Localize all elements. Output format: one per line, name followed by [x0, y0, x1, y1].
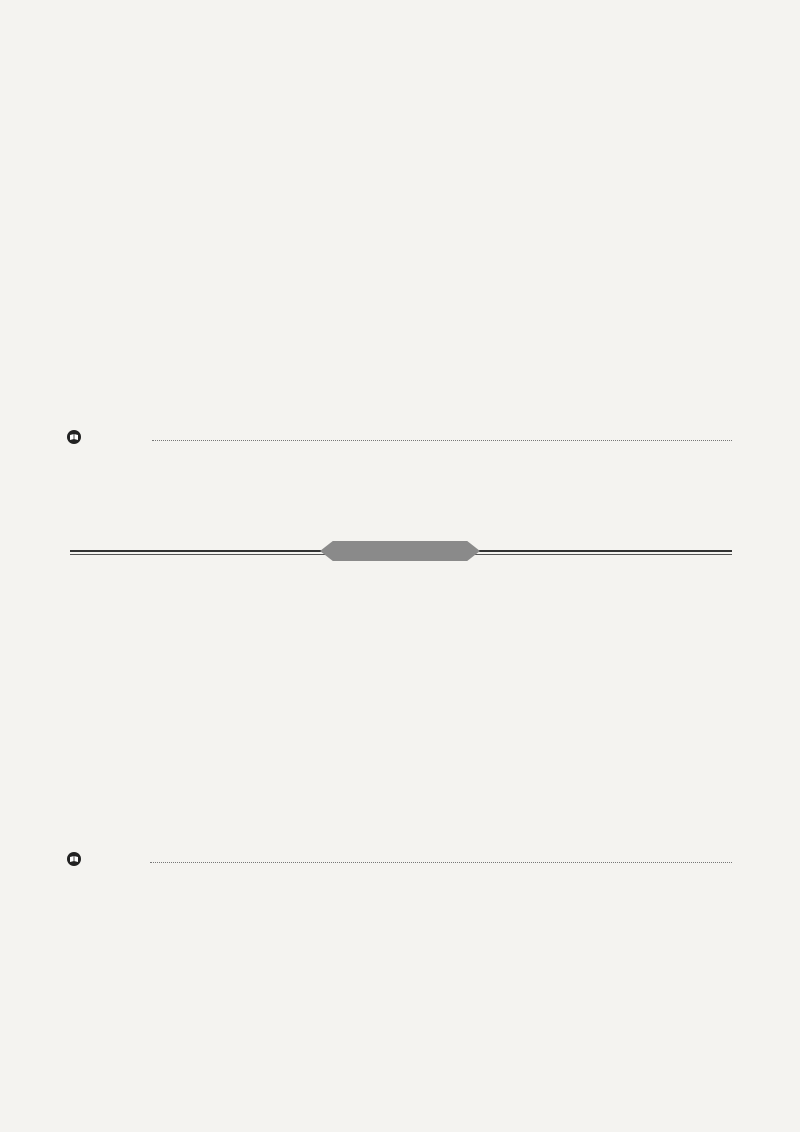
- book-icon: [66, 851, 82, 867]
- divider: [152, 440, 732, 441]
- passage-title: [320, 541, 480, 561]
- book-icon: [66, 429, 82, 445]
- divider: [150, 862, 732, 863]
- passage-banner: [70, 540, 732, 562]
- translation-section-header: [66, 848, 88, 870]
- vocab-section-header: [66, 426, 88, 448]
